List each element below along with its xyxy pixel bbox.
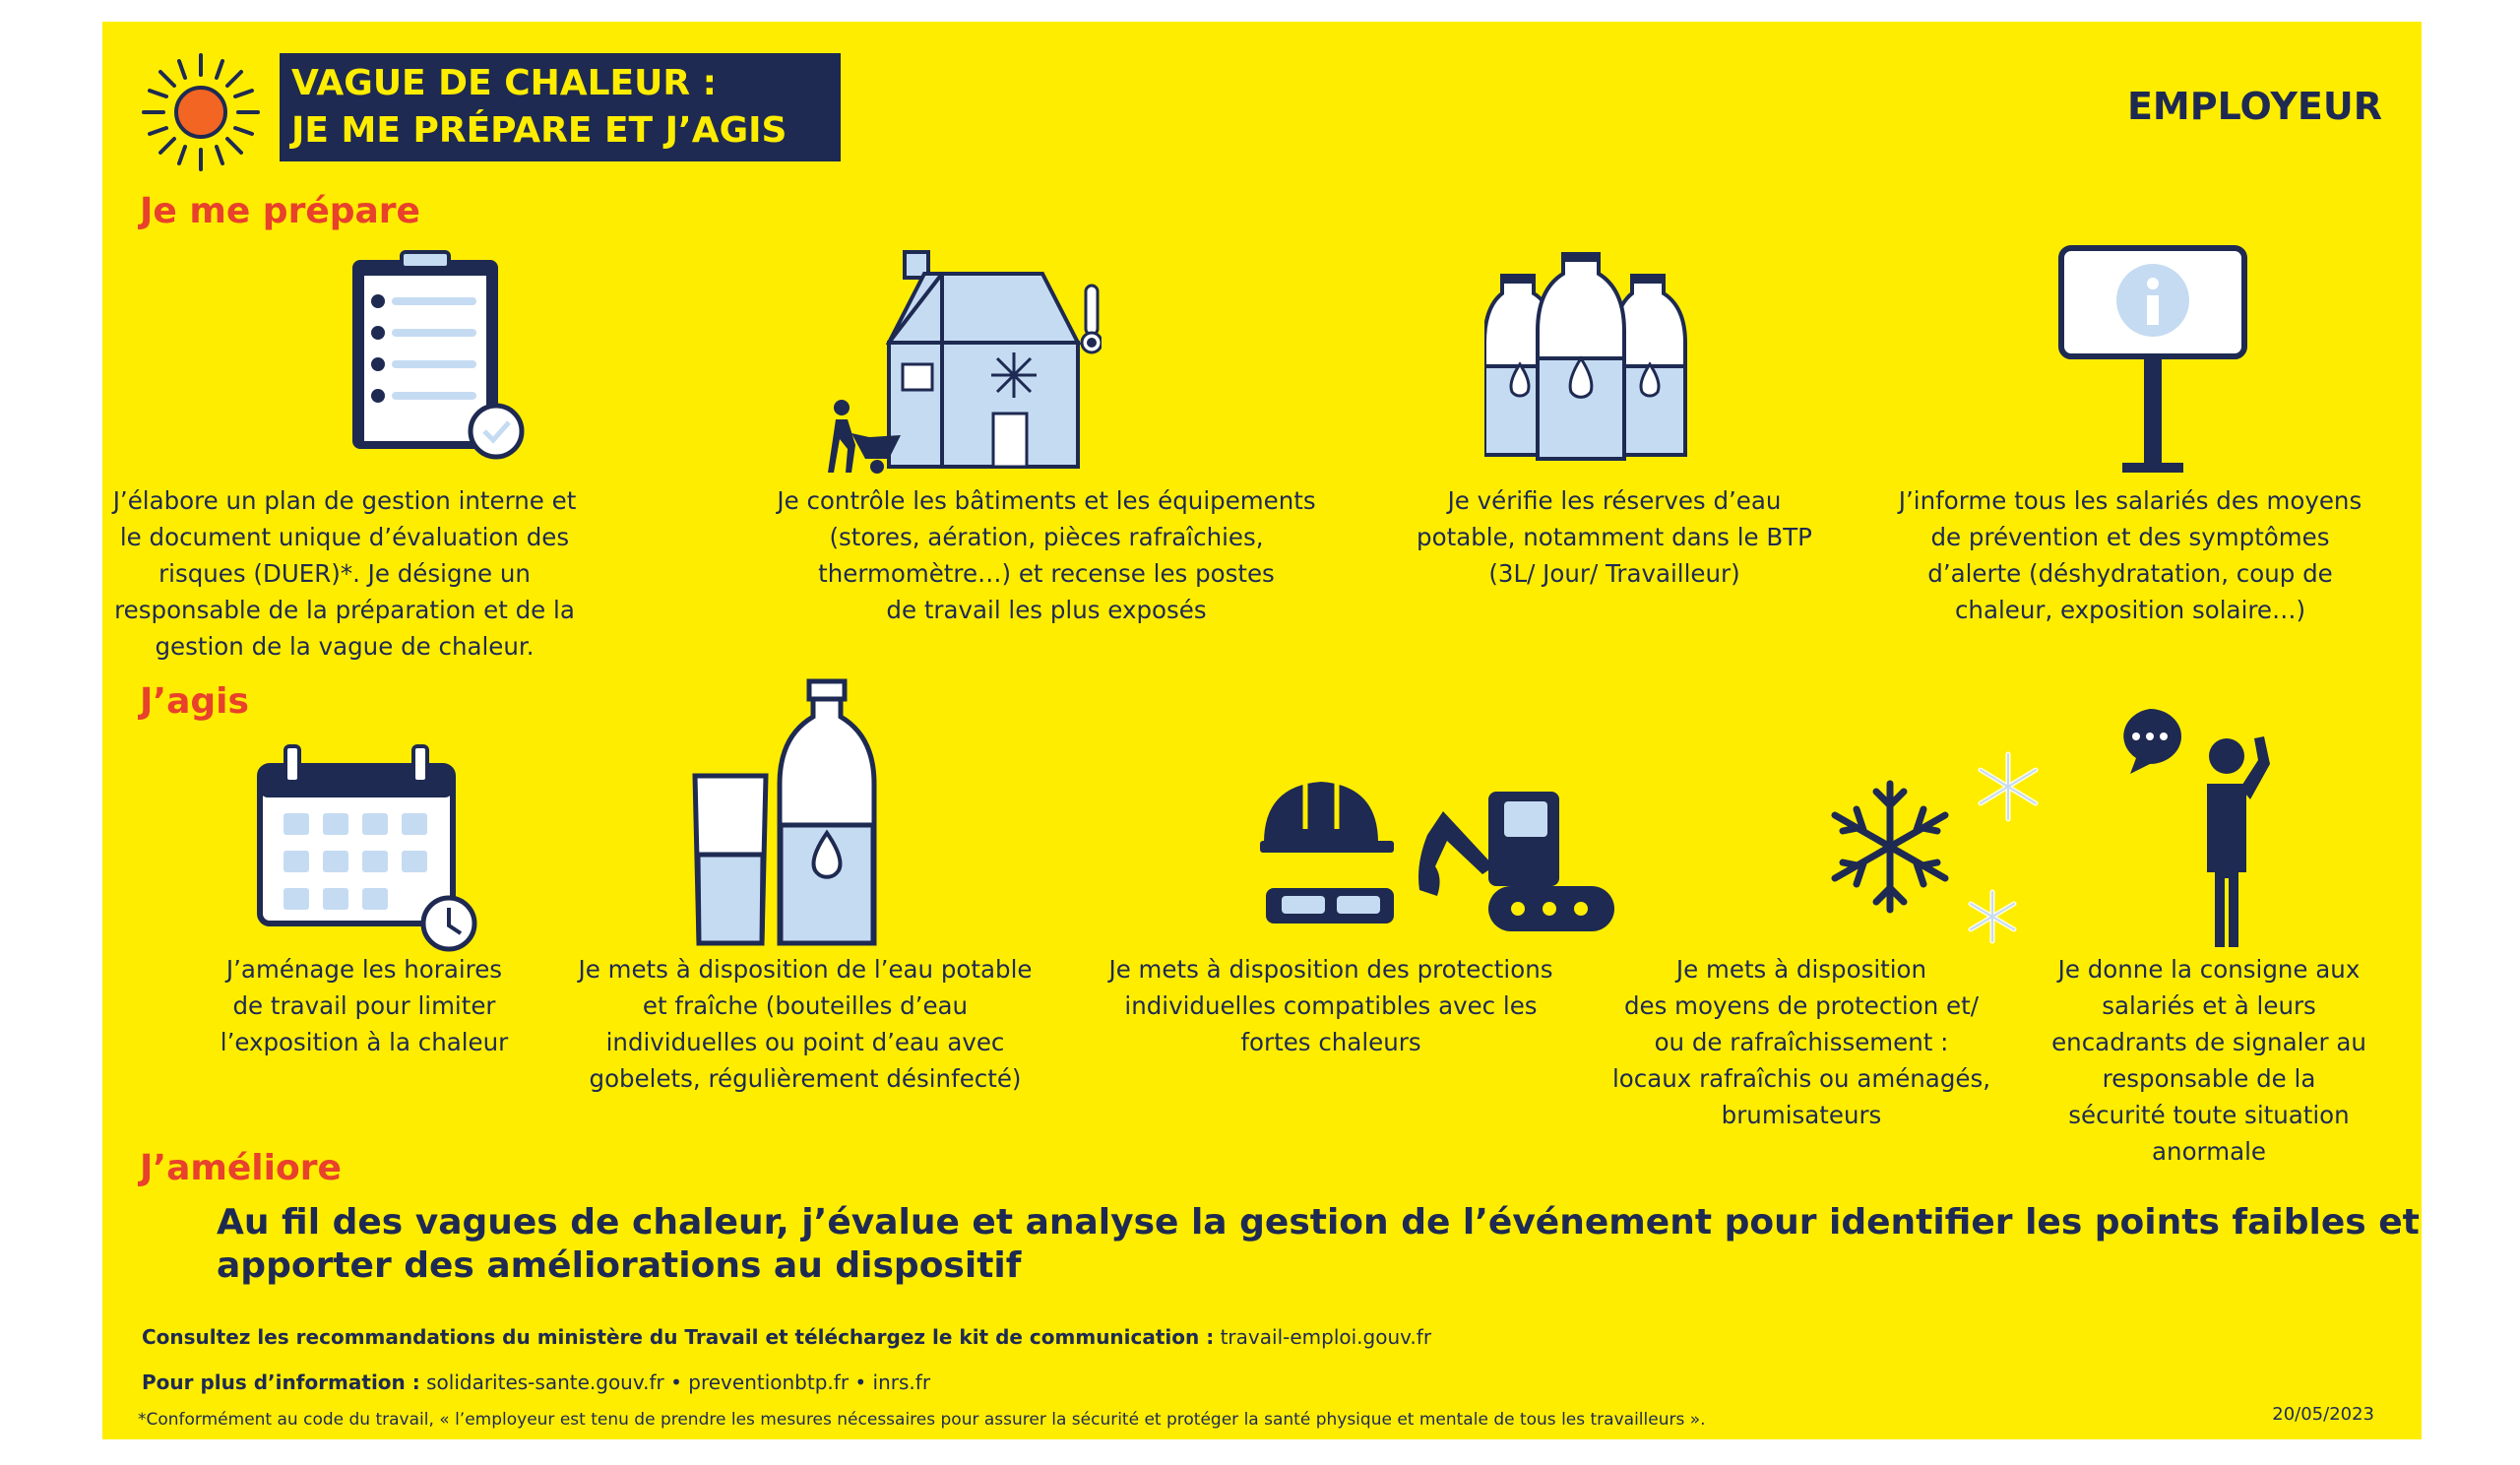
text-line: sécurité toute situation [2068,1101,2350,1129]
text-line: de travail pour limiter [232,991,496,1020]
text-line: J’élabore un plan de gestion interne et [112,486,577,515]
text-line: Je mets à disposition [1675,955,1927,984]
footer-consult-link[interactable]: travail-emploi.gouv.fr [1220,1325,1432,1349]
text-line: J’aménage les horaires [225,955,503,984]
clipboard-checklist-icon [346,248,534,477]
text-line: brumisateurs [1721,1101,1882,1129]
text-line: anormale [2152,1137,2266,1166]
protective-equipment-icon [1260,772,1634,945]
text-line: thermomètre…) et recense les postes [818,559,1275,588]
section-heading-prepare: Je me prépare [140,191,420,231]
text-line: responsable de la préparation et de la [114,596,575,624]
footer-consult [142,1325,1431,1349]
improve-statement [217,1201,2420,1288]
text-line: risques (DUER)*. Je désigne un [158,559,531,588]
title-box [280,53,841,161]
text-line: J’informe tous les salariés des moyens [1898,486,2362,515]
text-line: Je contrôle les bâtiments et les équipements [777,486,1316,515]
text-line: individuelles ou point d’eau avec [605,1028,1005,1056]
snowflakes-icon [1821,748,2049,951]
section-heading-improve: J’améliore [140,1148,342,1188]
text-line: salariés et à leurs [2102,991,2316,1020]
text-line: d’alerte (déshydratation, coup de [1927,559,2333,588]
text-line: Je vérifie les réserves d’eau [1447,486,1782,515]
water-bottles-icon [1484,248,1721,467]
sun-icon [140,51,262,173]
footer-footnote: *Conformément au code du travail, « l’employeur est tenu de prendre les mesures nécessaires pour assurer la sécurité et protéger la santé physique et mentale de tous les travailleurs ». [138,1410,1706,1430]
text-line: ou de rafraîchissement : [1654,1028,1949,1056]
calendar-clock-icon [256,742,482,955]
text-line: Je donne la consigne aux [2057,955,2361,984]
improve-line-1: Au fil des vagues de chaleur, j’évalue et analyse la gestion de l’événement pour identifier les points faibles et [217,1202,2420,1242]
poster [102,22,2422,1439]
text-line: responsable de la [2102,1064,2316,1093]
text-line: l’exposition à la chaleur [220,1028,509,1056]
building-thermometer-icon [826,226,1102,475]
footer-info [142,1370,930,1394]
text-line: chaleur, exposition solaire…) [1954,596,2306,624]
text-line: fortes chaleurs [1240,1028,1421,1056]
footer-info-links[interactable]: solidarites-sante.gouv.fr • preventionbtp.fr • inrs.fr [426,1370,931,1394]
title-line-1: VAGUE DE CHALEUR : [291,63,718,103]
footer-date: 20/05/2023 [2272,1404,2374,1425]
text-line: le document unique d’évaluation des [119,523,570,551]
text-line: locaux rafraîchis ou aménagés, [1611,1064,1991,1093]
title-line-2: JE ME PRÉPARE ET J’AGIS [291,110,788,151]
person-phone-icon [2116,705,2284,951]
text-line: gestion de la vague de chaleur. [155,632,535,661]
text-line: potable, notamment dans le BTP [1417,523,1812,551]
improve-line-2: apporter des améliorations au dispositif [217,1245,1022,1286]
text-line: Je mets à disposition de l’eau potable [578,955,1033,984]
audience-label: EMPLOYEUR [2126,85,2382,128]
information-sign-icon [2057,244,2248,477]
footer-consult-label: Consultez les recommandations du ministère du Travail et téléchargez le kit de communication : [142,1325,1215,1349]
text-line: encadrants de signaler au [2051,1028,2366,1056]
text-line: de prévention et des symptômes [1930,523,2330,551]
section-heading-act: J’agis [140,681,249,722]
text-line: des moyens de protection et/ [1624,991,1979,1020]
glass-bottle-icon [691,677,976,949]
text-line: (stores, aération, pièces rafraîchies, [829,523,1264,551]
text-line: (3L/ Jour/ Travailleur) [1488,559,1740,588]
text-line: individuelles compatibles avec les [1124,991,1538,1020]
text-line: de travail les plus exposés [886,596,1207,624]
text-line: gobelets, régulièrement désinfecté) [589,1064,1022,1093]
text-line: Je mets à disposition des protections [1108,955,1553,984]
text-line: et fraîche (bouteilles d’eau [642,991,969,1020]
footer-info-label: Pour plus d’information : [142,1370,420,1394]
